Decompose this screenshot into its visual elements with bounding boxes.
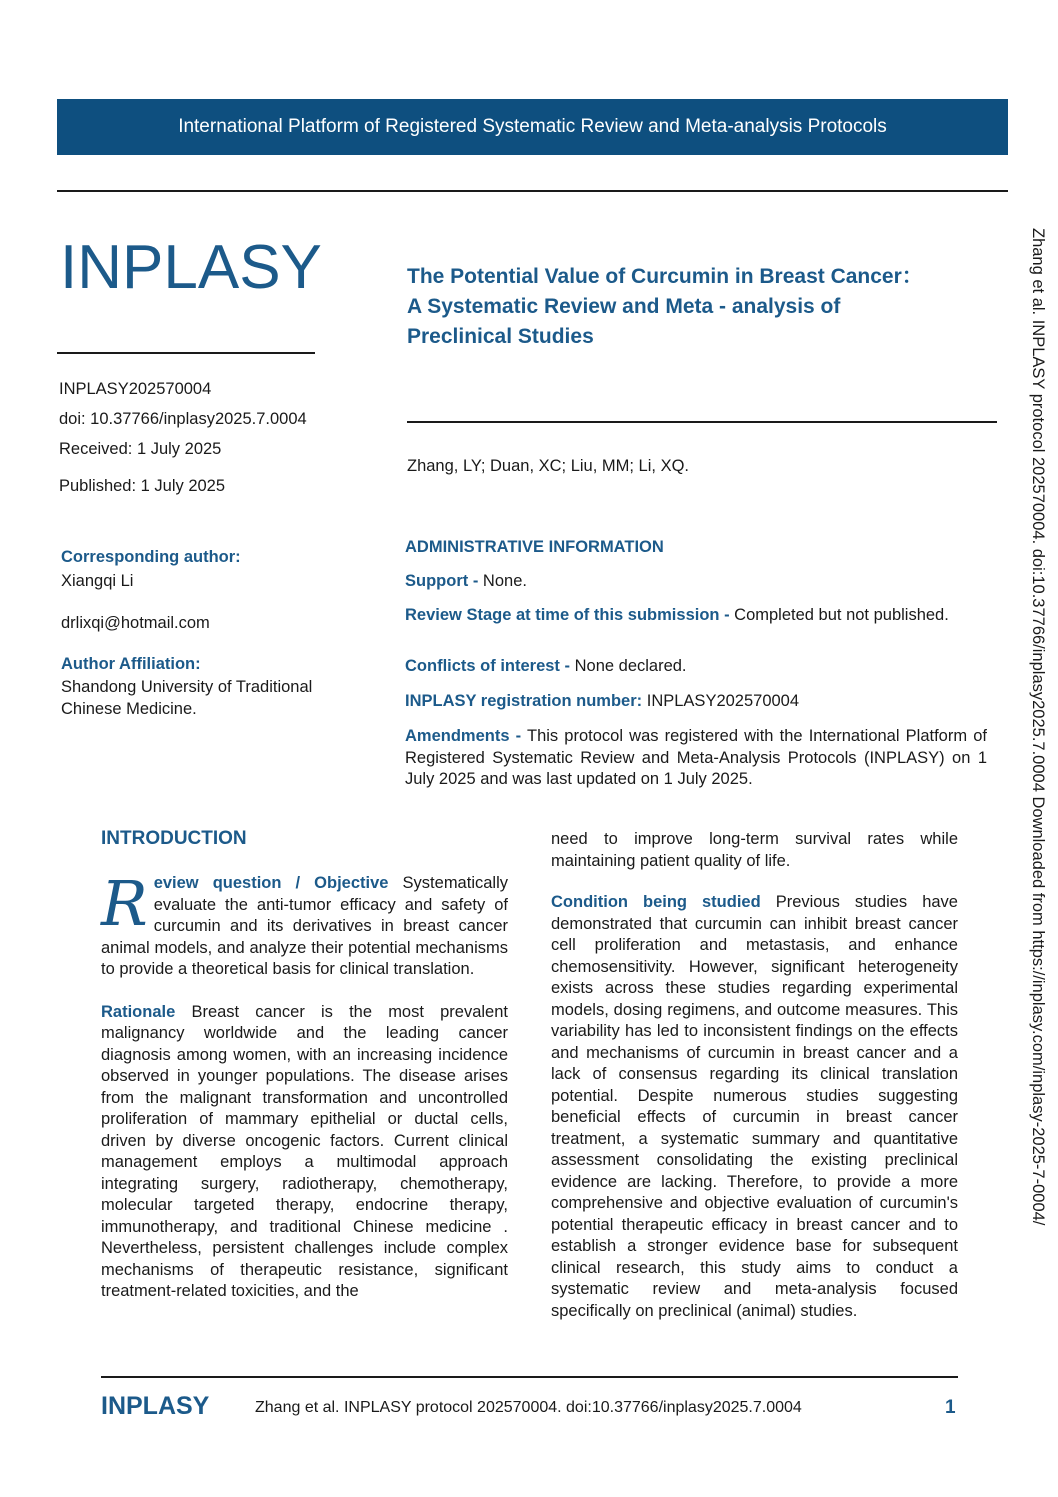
registration-value: INPLASY202570004 bbox=[646, 692, 800, 710]
admin-registration bbox=[405, 692, 987, 711]
condition-label: Condition being studied bbox=[551, 893, 761, 911]
review-stage-label: Review Stage at time of this submission - bbox=[405, 606, 730, 624]
admin-amendments bbox=[405, 726, 987, 791]
footer-divider bbox=[101, 1376, 958, 1378]
amendments-value: This protocol was registered with the International Platform of Registered Systematic Review and Meta-Analysis Protocols (INPLASY) on 1 July 2025 and was last updated on 1 July 2025. bbox=[405, 727, 987, 788]
affiliation-label: Author Affiliation: bbox=[61, 655, 201, 673]
inplasy-logo: INPLASY bbox=[60, 233, 322, 302]
footer-logo: INPLASY bbox=[101, 1392, 210, 1420]
support-label: Support - bbox=[405, 572, 479, 590]
published-date: Published: 1 July 2025 bbox=[59, 477, 226, 495]
author-email[interactable]: drlixqi@hotmail.com bbox=[61, 614, 210, 632]
registration-label: INPLASY registration number: bbox=[405, 692, 643, 710]
affiliation-line: Shandong University of Traditional bbox=[61, 678, 313, 696]
corresponding-author-name: Xiangqi Li bbox=[61, 572, 134, 590]
received-date: Received: 1 July 2025 bbox=[59, 440, 222, 458]
title-line: The Potential Value of Curcumin in Breast Cancer： bbox=[407, 265, 923, 288]
affiliation-line: Chinese Medicine. bbox=[61, 700, 197, 718]
title-divider bbox=[407, 421, 997, 423]
review-question-text: Systematically evaluate the anti-tumor efficacy and safety of curcumin and its derivatives in breast cancer animal models, and analyze their potential mechanisms to provide a theoretical basis for clinical translation. bbox=[101, 874, 508, 978]
review-question-label: eview question / Objective bbox=[153, 874, 389, 892]
top-divider bbox=[57, 190, 1008, 192]
condition-paragraph bbox=[551, 892, 958, 1322]
platform-banner: International Platform of Registered Systematic Review and Meta-analysis Protocols bbox=[57, 99, 1008, 155]
admin-heading: ADMINISTRATIVE INFORMATION bbox=[405, 538, 664, 556]
intro-left-column bbox=[101, 867, 508, 1303]
amendments-label: Amendments - bbox=[405, 727, 522, 745]
logo-underline bbox=[57, 352, 315, 354]
review-stage-value: Completed but not published. bbox=[734, 606, 949, 624]
title-line: A Systematic Review and Meta - analysis of bbox=[407, 295, 841, 318]
review-question-paragraph bbox=[101, 867, 508, 981]
support-value: None. bbox=[482, 572, 527, 590]
footer-citation: Zhang et al. INPLASY protocol 202570004. doi:10.37766/inplasy2025.7.0004 bbox=[255, 1399, 802, 1416]
author-list: Zhang, LY; Duan, XC; Liu, MM; Li, XQ. bbox=[407, 457, 689, 475]
dropcap-letter: R bbox=[101, 867, 148, 940]
rationale-text: Breast cancer is the most prevalent malignancy worldwide and the leading cancer diagnosis among women, with an increasing incidence observed in younger populations. The disease arises from the malignant transformation and uncontrolled proliferation of mammary epithelial or ductal cells, driven by diverse oncogenic factors. Current clinical management employs a multimodal approach integrating surgery, radiotherapy, chemotherapy, molecular targeted therapy, endocrine therapy, immunotherapy, and traditional Chinese medicine . Nevertheless, persistent challenges include complex mechanisms of therapeutic resistance, significant treatment-related toxicities, and the bbox=[101, 1002, 508, 1300]
condition-text: Previous studies have demonstrated that curcumin can inhibit breast cancer cell proliferation and metastasis, and enhance chemosensitivity. However, significant heterogeneity exists across these studies regarding experimental models, dosing regimens, and outcome measures. This variability has led to inconsistent findings on the effects and mechanisms of curcumin in breast cancer and a lack of consensus regarding its clinical translation potential. Despite numerous studies suggesting beneficial effects of curcumin in breast cancer treatment, a systematic summary and quantitative assessment consolidating the existing preclinical evidence are lacking. Therefore, to provide a more comprehensive and objective evaluation of curcumin's potential therapeutic efficacy in breast cancer and to establish a stronger evidence base for subsequent clinical research, this study aims to conduct a systematic review and meta-analysis focused specifically on preclinical (animal) studies. bbox=[551, 893, 958, 1320]
rationale-continuation: need to improve long-term survival rates while maintaining patient quality of life. bbox=[551, 830, 958, 870]
corresponding-author-label: Corresponding author: bbox=[61, 548, 241, 566]
title-line: Preclinical Studies bbox=[407, 325, 594, 348]
doi-link[interactable]: doi: 10.37766/inplasy2025.7.0004 bbox=[59, 410, 307, 428]
intro-right-column bbox=[551, 829, 958, 1322]
rationale-label: Rationale bbox=[101, 1002, 176, 1021]
conflicts-label: Conflicts of interest - bbox=[405, 657, 571, 675]
affiliation-text bbox=[61, 676, 312, 720]
paper-title bbox=[407, 262, 997, 352]
introduction-heading: INTRODUCTION bbox=[101, 828, 247, 849]
rationale-paragraph bbox=[101, 1002, 508, 1303]
registration-id: INPLASY202570004 bbox=[59, 380, 212, 398]
page-number: 1 bbox=[945, 1397, 956, 1418]
side-margin-citation: Zhang et al. INPLASY protocol 202570004. doi:10.37766/inplasy2025.7.0004 Downloaded from https://inplasy.com/inplasy-2025-7-0004/ bbox=[1029, 228, 1047, 1226]
admin-support bbox=[405, 572, 987, 591]
admin-conflicts bbox=[405, 657, 987, 676]
admin-review-stage bbox=[405, 606, 987, 625]
conflicts-value: None declared. bbox=[574, 657, 687, 675]
